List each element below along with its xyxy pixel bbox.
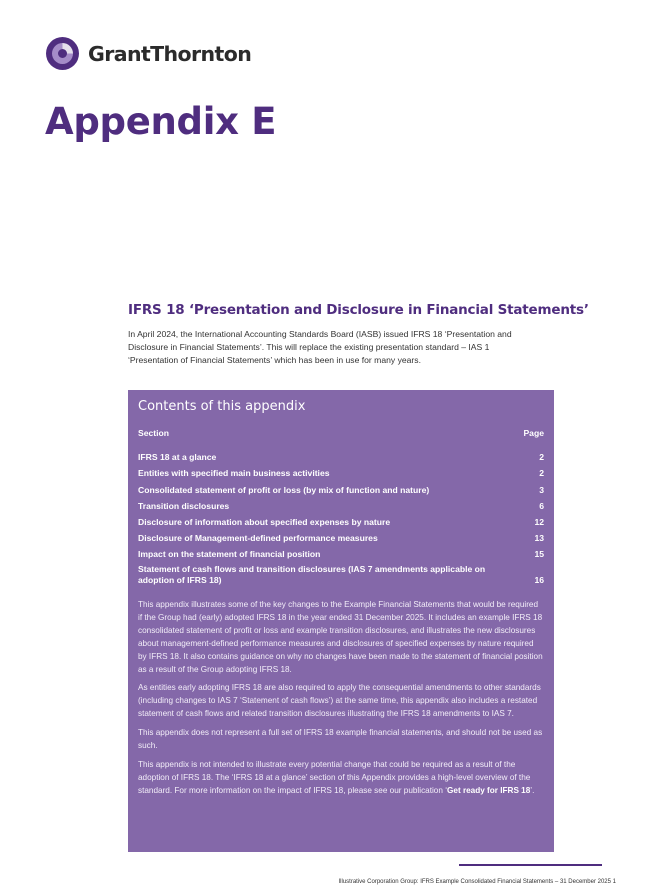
contents-item-page: 3 [539,484,544,495]
description-paragraph: This appendix illustrates some of the key changes to the Example Financial Statements that would be required if the Group had (early) adopted IFRS 18 in the year ended 31 December 2025. It includes an example IFRS 18 consolidated statement of profit or loss and example transition disclosures, and illustrates the new disclosures about management-defined performance measures and disclosures of specified expenses by nature required by IFRS 18. It also contains guidance on why no changes have been made to the statement of financial position as a result of the Group adopting IFRS 18. [138,600,543,674]
contents-item[interactable] [138,528,544,544]
contents-item[interactable] [138,512,544,528]
contents-item-page: 16 [534,575,544,586]
page-column-header: Page [523,428,544,438]
grant-thornton-logo-mark-icon [46,37,79,70]
contents-item-page: 15 [534,549,544,560]
description-paragraph: As entities early adopting IFRS 18 are also required to apply the consequential amendments to other standards (including changes to IAS 7 ‘Statement of cash flows’) at the same time, this appendix also includes a restated statement of cash flows and related transition disclosures illustrating the IFRS 18 amendments to IAS 7. [138,683,541,719]
publication-link[interactable]: Get ready for IFRS 18 [447,785,531,795]
contents-item-page: 13 [534,533,544,544]
contents-item-label: IFRS 18 at a glance [138,452,217,463]
contents-item-page: 2 [539,468,544,479]
contents-item-label: Disclosure of information about specified expenses by nature [138,516,391,527]
document-heading: IFRS 18 ‘Presentation and Disclosure in Financial Statements’ [128,302,589,318]
brand-logo [46,37,251,70]
contents-item-label: Disclosure of Management-defined performance measures [138,533,378,544]
contents-item-page: 6 [539,500,544,511]
page-number: 1 [612,879,616,885]
section-column-header: Section [138,428,170,438]
contents-box [128,390,554,852]
contents-header-row [138,428,544,438]
contents-item[interactable] [138,447,544,463]
description-paragraph [138,759,544,798]
contents-title: Contents of this appendix [138,399,306,414]
footer [339,879,617,885]
contents-item-page: 2 [539,452,544,463]
contents-list [138,447,544,586]
contents-item[interactable] [138,560,544,586]
contents-item-label: Transition disclosures [138,500,230,511]
last-paragraph-suffix: ’. [530,785,535,795]
contents-item[interactable] [138,544,544,560]
page-title: Appendix E [45,100,277,143]
contents-item-label: Statement of cash flows and transition disclosures (IAS 7 amendments applicable on adoption of IFRS 18) [138,564,486,586]
footer-divider [459,864,602,866]
contents-item[interactable] [138,496,544,512]
contents-item[interactable] [138,479,544,495]
footer-title: Illustrative Corporation Group: IFRS Example Consolidated Financial Statements – 31 December 2025 [338,879,611,885]
brand-name: GrantThornton [88,41,252,66]
contents-description [138,599,544,804]
intro-paragraph: In April 2024, the International Accounting Standards Board (IASB) issued IFRS 18 ‘Presentation and Disclosure in Financial Statements’. This will replace the existing presentation standard – IAS 1 ‘Presentation of Financial Statements’ which has been in use for many years. [128,329,512,365]
last-paragraph-prefix: This appendix is not intended to illustrate every potential change that could be required as a result of the adoption of IFRS 18. The ‘IFRS 18 at a glance’ section of this Appendix provides a high-level overview of the standard. For more information on the impact of IFRS 18, please see our publication ‘ [138,759,531,795]
description-paragraph: This appendix does not represent a full set of IFRS 18 example financial statements, and should not be used as such. [138,728,543,751]
contents-item-page: 12 [534,516,544,527]
contents-item-label: Impact on the statement of financial position [138,549,321,560]
contents-item[interactable] [138,463,544,479]
contents-item-label: Consolidated statement of profit or loss (by mix of function and nature) [138,484,430,495]
contents-item-label: Entities with specified main business activities [138,468,330,479]
